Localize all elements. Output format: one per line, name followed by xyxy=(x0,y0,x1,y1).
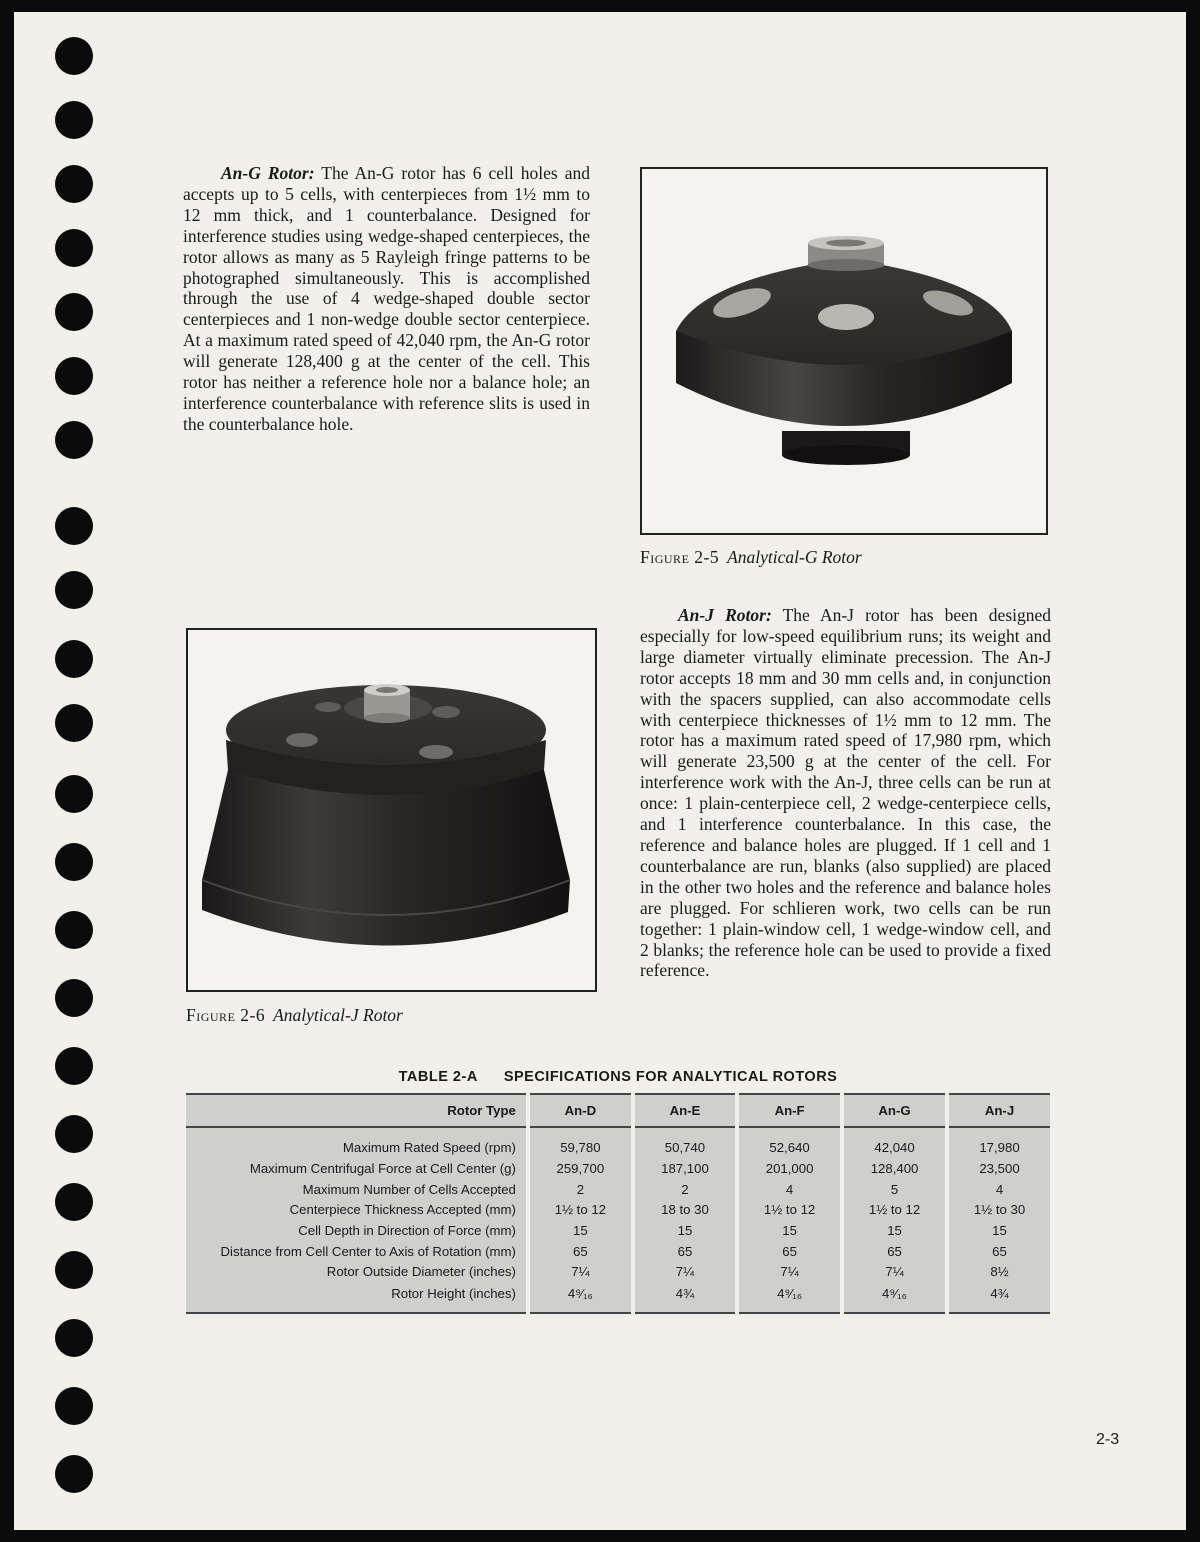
analytical-j-rotor-photo xyxy=(186,628,597,992)
binder-hole xyxy=(55,1251,93,1289)
an-j-rotor-paragraph xyxy=(640,605,1051,981)
figure-2-5-caption xyxy=(640,547,862,568)
page-number: 2-3 xyxy=(1096,1431,1120,1448)
table-row xyxy=(186,1127,1050,1158)
table-cell: 7¼ xyxy=(842,1261,947,1282)
table-cell: 4¾ xyxy=(947,1282,1050,1313)
table-cell: 15 xyxy=(947,1220,1050,1241)
binder-hole xyxy=(55,101,93,139)
table-row xyxy=(186,1220,1050,1241)
table-row xyxy=(186,1179,1050,1200)
table-cell: 15 xyxy=(737,1220,842,1241)
table-header-row xyxy=(186,1094,1050,1127)
table-cell: 18 to 30 xyxy=(633,1199,737,1220)
binder-hole xyxy=(55,165,93,203)
binder-hole xyxy=(55,507,93,545)
table-cell: 8½ xyxy=(947,1261,1050,1282)
binder-hole xyxy=(55,1455,93,1493)
row-label: Rotor Outside Diameter (inches) xyxy=(186,1261,528,1282)
row-label: Centerpiece Thickness Accepted (mm) xyxy=(186,1199,528,1220)
header-an-d: An-D xyxy=(528,1094,633,1127)
table-row xyxy=(186,1241,1050,1262)
table-cell: 4 xyxy=(947,1179,1050,1200)
table-cell: 65 xyxy=(528,1241,633,1262)
table-cell: 4⁹⁄₁₆ xyxy=(737,1282,842,1313)
binder-hole xyxy=(55,421,93,459)
table-cell: 15 xyxy=(842,1220,947,1241)
an-j-rotor-body: The An-J rotor has been designed especially for low-speed equilibrium runs; its weight and large diameter virtually eliminate precession. The An-J rotor accepts 18 mm and 30 mm cells and, in conjunction with the spacers supplied, can also accommodate cells with centerpiece thicknesses of 1½ mm to 12 mm. The rotor has a maximum rated speed of 17,980 rpm, which will generate 23,500 g at the center of the cell. For interference work with the An-J, three cells can be run at once: 1 plain-centerpiece cell, 2 wedge-centerpiece cells, and 1 interference counterbalance. In this case, the reference and balance holes are plugged. If 1 cell and 1 counterbalance are run, blanks (also supplied) are placed in the other two holes and the reference and balance holes are plugged. For schlieren work, two cells can be run together: 1 plain-window cell, 1 wedge-window cell, and 2 blanks; the reference hole can be used to provide a fixed reference. xyxy=(640,605,1052,981)
table-cell: 15 xyxy=(528,1220,633,1241)
figure-2-5-title: Analytical-G Rotor xyxy=(727,547,862,567)
table-row xyxy=(186,1282,1050,1313)
header-an-e: An-E xyxy=(633,1094,737,1127)
table-cell: 1½ to 12 xyxy=(737,1199,842,1220)
table-cell: 65 xyxy=(947,1241,1050,1262)
binder-hole xyxy=(55,1115,93,1153)
binder-hole xyxy=(55,640,93,678)
binder-hole xyxy=(55,37,93,75)
an-j-rotor-heading: An-J Rotor: xyxy=(678,605,772,625)
table-row xyxy=(186,1199,1050,1220)
table-cell: 1½ to 30 xyxy=(947,1199,1050,1220)
binder-hole xyxy=(55,1047,93,1085)
table-cell: 187,100 xyxy=(633,1158,737,1179)
binder-hole xyxy=(55,979,93,1017)
table-caption: SPECIFICATIONS FOR ANALYTICAL ROTORS xyxy=(503,1069,838,1085)
table-cell: 17,980 xyxy=(947,1127,1050,1158)
binder-hole xyxy=(55,1387,93,1425)
binder-hole xyxy=(55,1319,93,1357)
binder-hole xyxy=(55,775,93,813)
binder-hole xyxy=(55,293,93,331)
table-cell: 7¼ xyxy=(737,1261,842,1282)
table-cell: 42,040 xyxy=(842,1127,947,1158)
binder-hole xyxy=(55,571,93,609)
figure-2-6-label: Figure 2-6 xyxy=(186,1005,266,1025)
binder-hole xyxy=(55,704,93,742)
binder-hole xyxy=(55,357,93,395)
table-cell: 15 xyxy=(633,1220,737,1241)
analytical-g-rotor-photo xyxy=(640,167,1048,535)
table-cell: 7¼ xyxy=(528,1261,633,1282)
row-label: Distance from Cell Center to Axis of Rotation (mm) xyxy=(186,1241,528,1262)
binder-hole xyxy=(55,911,93,949)
an-g-rotor-paragraph xyxy=(183,163,590,435)
table-cell: 259,700 xyxy=(528,1158,633,1179)
table-label: TABLE 2-A xyxy=(398,1069,478,1085)
row-label: Cell Depth in Direction of Force (mm) xyxy=(186,1220,528,1241)
an-g-rotor-heading: An-G Rotor: xyxy=(221,163,315,183)
table-cell: 23,500 xyxy=(947,1158,1050,1179)
analytical-g-rotor-illustration xyxy=(642,169,1046,533)
header-rotor-type: Rotor Type xyxy=(186,1094,528,1127)
row-label: Maximum Centrifugal Force at Cell Center (g) xyxy=(186,1158,528,1179)
figure-2-6-title: Analytical-J Rotor xyxy=(273,1005,403,1025)
table-cell: 201,000 xyxy=(737,1158,842,1179)
header-an-f: An-F xyxy=(737,1094,842,1127)
table-row xyxy=(186,1158,1050,1179)
table-cell: 50,740 xyxy=(633,1127,737,1158)
row-label: Rotor Height (inches) xyxy=(186,1282,528,1313)
table-cell: 52,640 xyxy=(737,1127,842,1158)
table-cell: 65 xyxy=(737,1241,842,1262)
binder-hole xyxy=(55,1183,93,1221)
analytical-j-rotor-illustration xyxy=(188,630,595,990)
table-cell: 65 xyxy=(633,1241,737,1262)
table-cell: 65 xyxy=(842,1241,947,1262)
header-an-j: An-J xyxy=(947,1094,1050,1127)
table-cell: 4⁹⁄₁₆ xyxy=(842,1282,947,1313)
table-row xyxy=(186,1261,1050,1282)
row-label: Maximum Number of Cells Accepted xyxy=(186,1179,528,1200)
figure-2-5-label: Figure 2-5 xyxy=(640,547,720,567)
table-cell: 7¼ xyxy=(633,1261,737,1282)
table-cell: 2 xyxy=(528,1179,633,1200)
specifications-table xyxy=(186,1093,1050,1314)
table-cell: 4¾ xyxy=(633,1282,737,1313)
row-label: Maximum Rated Speed (rpm) xyxy=(186,1127,528,1158)
header-an-g: An-G xyxy=(842,1094,947,1127)
table-cell: 4 xyxy=(737,1179,842,1200)
table-cell: 4⁹⁄₁₆ xyxy=(528,1282,633,1313)
binder-hole xyxy=(55,229,93,267)
table-title xyxy=(186,1069,1050,1085)
an-g-rotor-body: The An-G rotor has 6 cell holes and accepts up to 5 cells, with centerpieces from 1½ mm to 12 mm thick, and 1 counterbalance. Designed for interference studies using wedge-shaped centerpieces, the rotor allows as many as 5 Rayleigh fringe patterns to be photographed simultaneously. This is accomplished through the use of 4 wedge-shaped double sector centerpieces and 1 non-wedge double sector centerpiece. At a maximum rated speed of 42,040 rpm, the An-G rotor will generate 128,400 g at the center of the cell. This rotor has neither a reference hole nor a balance hole; an interference counterbalance with reference slits is used in the counterbalance hole. xyxy=(183,163,591,434)
table-cell: 2 xyxy=(633,1179,737,1200)
figure-2-6-caption xyxy=(186,1005,403,1026)
table-cell: 5 xyxy=(842,1179,947,1200)
table-cell: 128,400 xyxy=(842,1158,947,1179)
table-cell: 59,780 xyxy=(528,1127,633,1158)
table-cell: 1½ to 12 xyxy=(528,1199,633,1220)
binder-hole xyxy=(55,843,93,881)
table-cell: 1½ to 12 xyxy=(842,1199,947,1220)
